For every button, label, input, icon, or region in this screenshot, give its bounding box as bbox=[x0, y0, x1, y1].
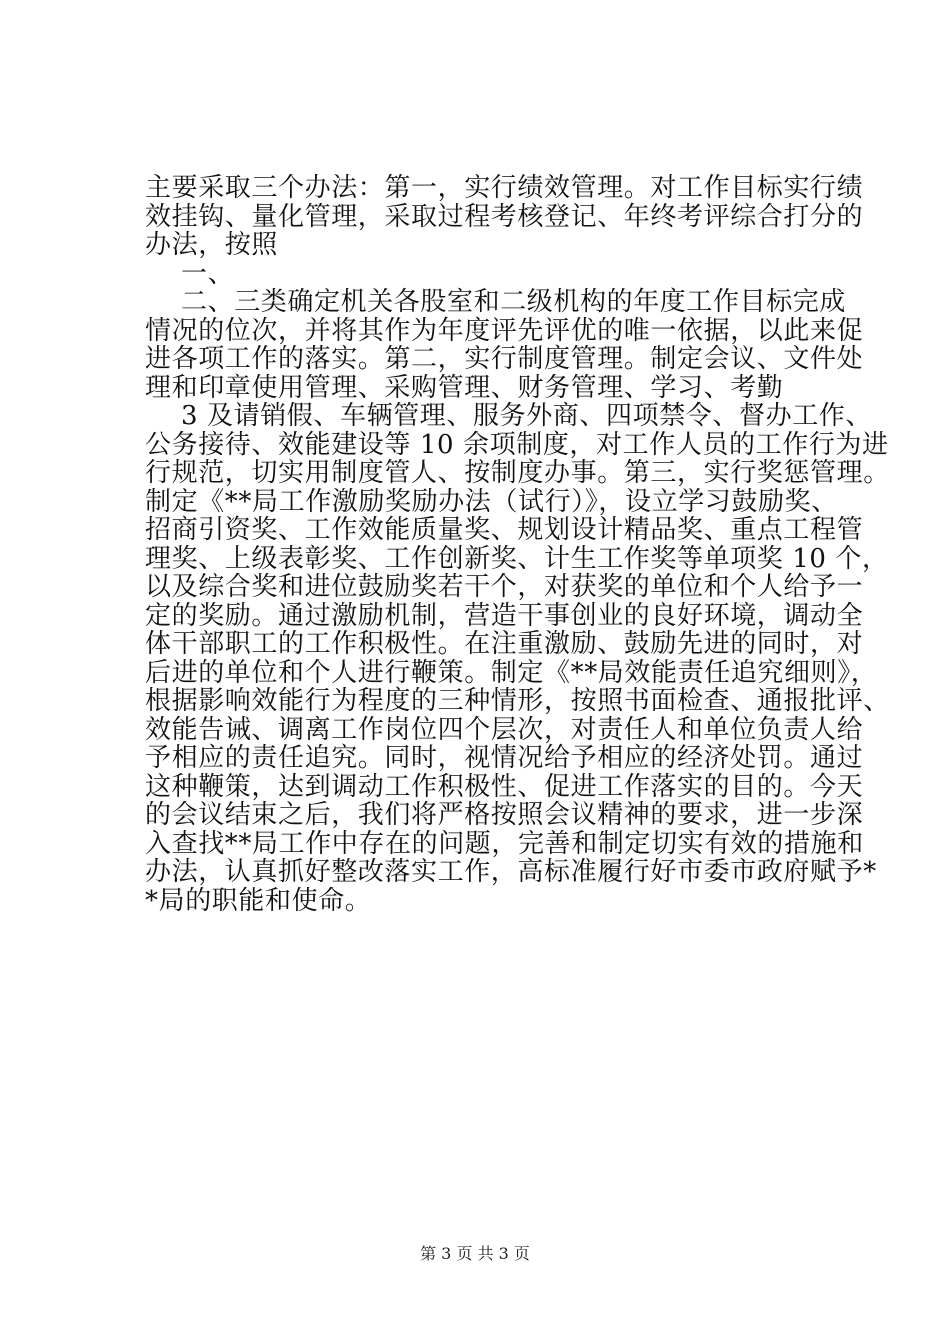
text-line: 予相应的责任追究。同时，视情况给予相应的经济处罚。通过 bbox=[145, 743, 864, 773]
text-line: 3 及请销假、车辆管理、服务外商、四项禁令、督办工作、 bbox=[181, 401, 873, 431]
paragraph bbox=[145, 173, 864, 260]
paragraph bbox=[145, 260, 837, 289]
text-line: *局的职能和使命。 bbox=[145, 885, 372, 916]
paragraph bbox=[145, 287, 864, 403]
text-line: 二、三类确定机关各股室和二级机构的年度工作目标完成 bbox=[181, 287, 847, 317]
text-line: 的会议结束之后，我们将严格按照会议精神的要求，进一步深 bbox=[145, 800, 864, 830]
paragraph bbox=[145, 401, 890, 916]
text-line: 一、 bbox=[181, 258, 235, 289]
text-line: 后进的单位和个人进行鞭策。制定《**局效能责任追究细则》， bbox=[145, 657, 878, 688]
text-line: 效能告诫、调离工作岗位四个层次，对责任人和单位负责人给 bbox=[145, 714, 864, 745]
text-line: 招商引资奖、工作效能质量奖、规划设计精品奖、重点工程管 bbox=[145, 515, 864, 545]
text-line: 体干部职工的工作积极性。在注重激励、鼓励先进的同时，对 bbox=[145, 629, 864, 659]
text-line: 制定《**局工作激励奖励办法（试行）》，设立学习鼓励奖、 bbox=[145, 486, 838, 517]
text-line: 以及综合奖和进位鼓励奖若干个，对获奖的单位和个人给予一 bbox=[145, 572, 864, 602]
text-line: 公务接待、效能建设等 10 余项制度，对工作人员的工作行为进 bbox=[145, 429, 889, 460]
text-line: 这种鞭策，达到调动工作积极性、促进工作落实的目的。今天 bbox=[145, 771, 864, 802]
text-line: 进各项工作的落实。第二，实行制度管理。制定会议、文件处 bbox=[145, 344, 864, 374]
text-line: 定的奖励。通过激励机制，营造干事创业的良好环境，调动全 bbox=[145, 600, 864, 631]
text-line: 情况的位次，并将其作为年度评先评优的唯一依据，以此来促 bbox=[145, 315, 864, 346]
document-body bbox=[145, 173, 890, 916]
text-line: 理和印章使用管理、采购管理、财务管理、学习、考勤 bbox=[145, 372, 784, 403]
page-footer: 第 3 页 共 3 页 bbox=[420, 1244, 530, 1263]
text-line: 主要采取三个办法：第一，实行绩效管理。对工作目标实行绩 bbox=[145, 173, 864, 203]
text-line: 行规范，切实用制度管人、按制度办事。第三，实行奖惩管理。 bbox=[145, 458, 890, 488]
text-line: 根据影响效能行为程度的三种情形，按照书面检查、通报批评、 bbox=[145, 686, 890, 716]
text-line: 入查找**局工作中存在的问题，完善和制定切实有效的措施和 bbox=[145, 828, 864, 859]
text-line: 理奖、上级表彰奖、工作创新奖、计生工作奖等单项奖 10 个， bbox=[145, 543, 889, 574]
text-line: 效挂钩、量化管理，采取过程考核登记、年终考评综合打分的 bbox=[145, 201, 864, 232]
text-line: 办法，认真抓好整改落实工作，高标准履行好市委市政府赋予* bbox=[145, 857, 877, 887]
text-line: 办法，按照 bbox=[145, 230, 279, 260]
